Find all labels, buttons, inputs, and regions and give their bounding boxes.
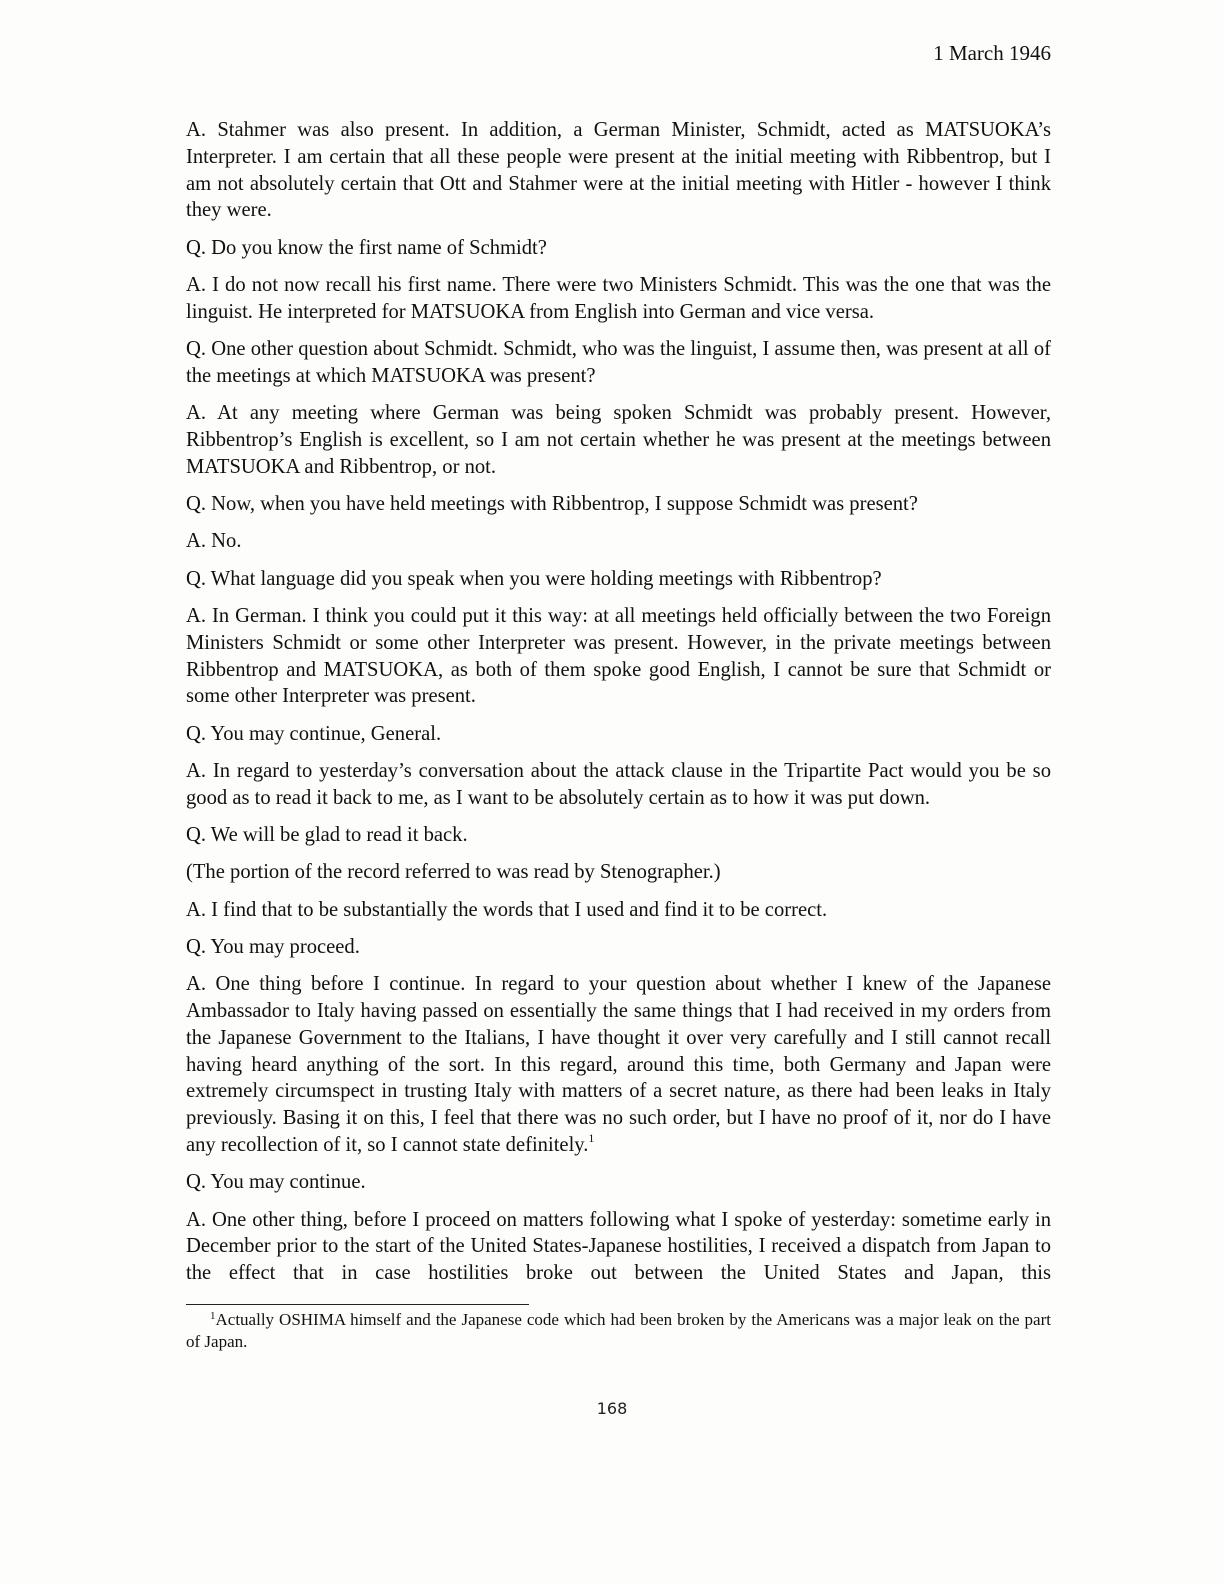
- question-paragraph: Q. One other question about Schmidt. Schmidt, who was the linguist, I assume then, was present at all of the meetings at which MATSUOKA was present?: [186, 338, 1051, 387]
- answer-paragraph-with-footnote: [186, 971, 1051, 1159]
- footnote-reference[interactable]: 1: [588, 1131, 595, 1145]
- page-number: 168: [596, 1399, 628, 1418]
- answer-paragraph: A. In regard to yesterday’s conversation about the attack clause in the Tripartite Pact would you be so good as to read it back to me, as I want to be absolutely certain as to how it was put down.: [186, 759, 1051, 809]
- answer-text: A. One thing before I continue. In regard to your question about whether I knew of the Japanese Ambassador to Italy having passed on essentially the same things that I had received in my orders from the Japanese Government to the Italians, I have thought it over very carefully and I still cannot recall having heard anything of the sort. In this regard, around this time, both Germany and Japan were extremely circumspect in trusting Italy with matters of a secret nature, as there had been leaks in Italy previously. Basing it on this, I feel that there was no such order, but I have no proof of it, nor do I have any recollection of it, so I cannot state definitely.: [186, 973, 1051, 1156]
- question-paragraph: Q. Now, when you have held meetings with Ribbentrop, I suppose Schmidt was present?: [186, 493, 918, 516]
- question-paragraph: Q. Do you know the first name of Schmidt?: [186, 236, 547, 259]
- answer-paragraph: A. One other thing, before I proceed on matters following what I spoke of yesterday: sometime early in December prior to the start of the United States-Japanese hostilities, I received a dispatch from Japan to the effect that in case hostilities broke out between the United States and Japan, this: [186, 1208, 1051, 1285]
- answer-paragraph: A. I do not now recall his first name. There were two Ministers Schmidt. This was the one that was the linguist. He interpreted for MATSUOKA from English into German and vice versa.: [186, 273, 1051, 323]
- answer-paragraph: A. I find that to be substantially the words that I used and find it to be correct.: [186, 898, 828, 921]
- question-paragraph: Q. We will be glad to read it back.: [186, 824, 468, 847]
- question-paragraph: Q. You may continue.: [186, 1171, 366, 1194]
- answer-paragraph: A. At any meeting where German was being spoken Schmidt was probably present. However, Ribbentrop’s English is excellent, so I am not certain whether he was present at the meetings between MATSUOKA and Ribbentrop, or not.: [186, 402, 1051, 478]
- question-paragraph: Q. You may continue, General.: [186, 722, 442, 745]
- question-paragraph: Q. What language did you speak when you were holding meetings with Ribbentrop?: [186, 567, 882, 590]
- page-date: 1 March 1946: [933, 41, 1051, 65]
- question-paragraph: Q. You may proceed.: [186, 935, 360, 958]
- transcript-body: [186, 117, 1051, 1297]
- footnote-divider: [186, 1304, 529, 1305]
- footnote-text: Actually OSHIMA himself and the Japanese code which had been broken by the Americans was a major leak on the part of Japan.: [186, 1310, 1051, 1351]
- footnote: [186, 1309, 1051, 1353]
- stenographer-note: (The portion of the record referred to was read by Stenographer.): [186, 861, 721, 884]
- footnote-marker: 1: [210, 1310, 216, 1322]
- answer-paragraph: A. No.: [186, 530, 242, 553]
- answer-paragraph: A. Stahmer was also present. In addition, a German Minister, Schmidt, acted as MATSUOKA’s Interpreter. I am certain that all these people were present at the initial meeting with Ribbentrop, but I am not absolutely certain that Ott and Stahmer were at the initial meeting with Hitler - however I think they were.: [186, 119, 1051, 222]
- answer-paragraph: A. In German. I think you could put it this way: at all meetings held officially between the two Foreign Ministers Schmidt or some other Interpreter was present. However, in the private meetings between Ribbentrop and MATSUOKA, as both of them spoke good English, I cannot be sure that Schmidt or some other Interpreter was present.: [186, 604, 1051, 708]
